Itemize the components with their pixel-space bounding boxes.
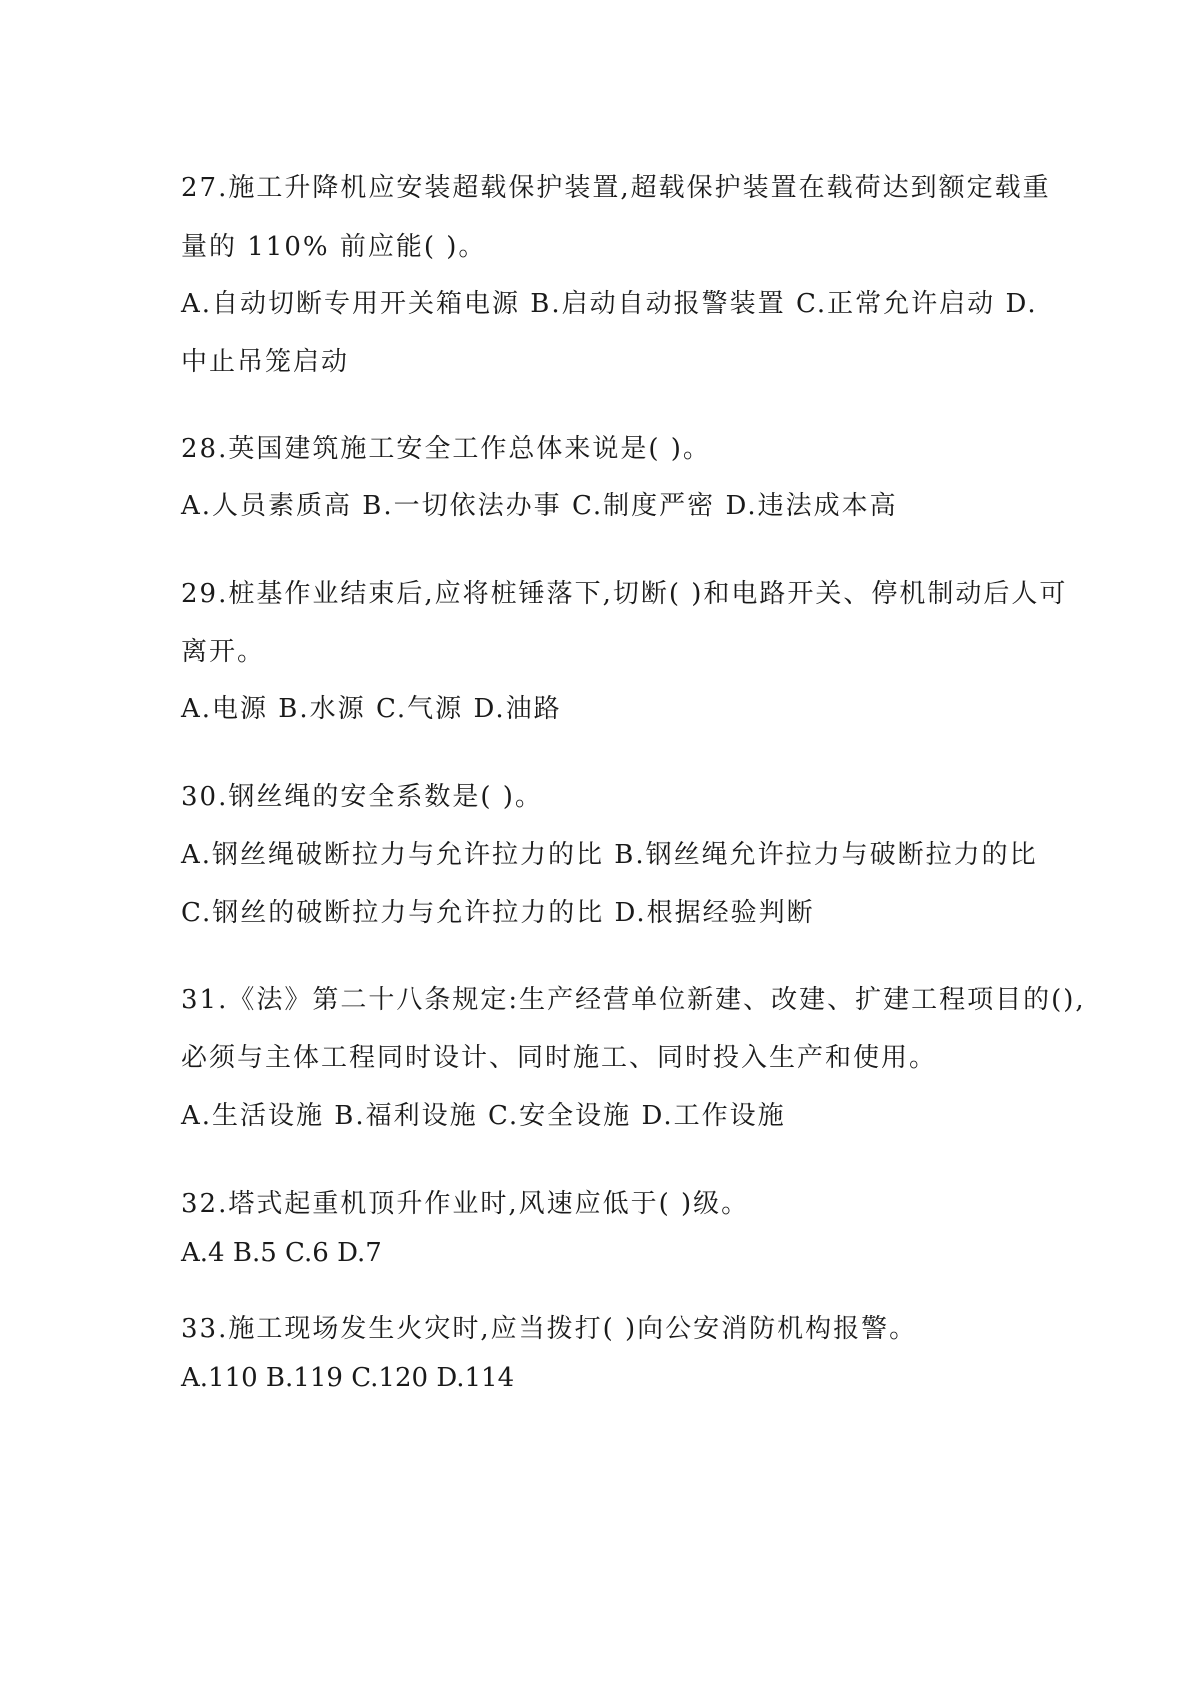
- answer-options-line: A.自动切断专用开关箱电源 B.启动自动报警装置 C.正常允许启动 D.: [181, 289, 1038, 319]
- answer-options-line: A.电源 B.水源 C.气源 D.油路: [181, 694, 562, 724]
- answer-options-line: A.生活设施 B.福利设施 C.安全设施 D.工作设施: [181, 1101, 786, 1131]
- question-stem-line: 离开。: [181, 637, 266, 667]
- question-stem-line: 33.施工现场发生火灾时,应当拨打( )向公安消防机构报警。: [181, 1314, 918, 1344]
- question-stem-line: 29.桩基作业结束后,应将桩锤落下,切断( )和电路开关、停机制动后人可: [181, 579, 1068, 609]
- question-stem-line: 量的 110% 前应能( )。: [181, 232, 487, 262]
- answer-options-line: C.钢丝的破断拉力与允许拉力的比 D.根据经验判断: [181, 898, 815, 928]
- answer-options-line: A.4 B.5 C.6 D.7: [181, 1238, 382, 1268]
- question-stem-line: 32.塔式起重机顶升作业时,风速应低于( )级。: [181, 1189, 750, 1219]
- answer-options-line: A.钢丝绳破断拉力与允许拉力的比 B.钢丝绳允许拉力与破断拉力的比: [181, 840, 1038, 870]
- question-stem-line: 28.英国建筑施工安全工作总体来说是( )。: [181, 434, 711, 464]
- answer-options-line: A.110 B.119 C.120 D.114: [181, 1363, 515, 1393]
- question-stem-line: 30.钢丝绳的安全系数是( )。: [181, 782, 543, 812]
- question-stem-line: 必须与主体工程同时设计、同时施工、同时投入生产和使用。: [181, 1043, 938, 1073]
- question-stem-line: 27.施工升降机应安装超载保护装置,超载保护装置在载荷达到额定载重: [181, 173, 1051, 203]
- answer-options-line: 中止吊笼启动: [181, 347, 350, 377]
- question-stem-line: 31.《法》第二十八条规定:生产经营单位新建、改建、扩建工程项目的(),: [181, 985, 1086, 1015]
- answer-options-line: A.人员素质高 B.一切依法办事 C.制度严密 D.违法成本高: [181, 491, 898, 521]
